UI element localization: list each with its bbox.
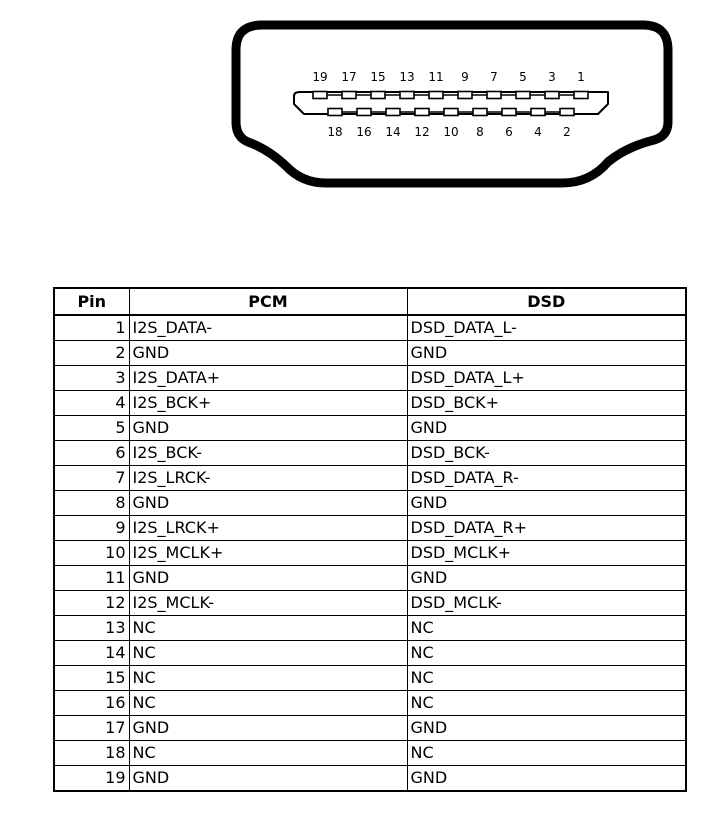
dsd-cell: NC [407, 691, 686, 716]
pin-number-label: 14 [385, 125, 401, 139]
pin-number-label: 19 [312, 70, 328, 84]
dsd-cell: DSD_DATA_L+ [407, 366, 686, 391]
pin-cell: 13 [54, 616, 129, 641]
pin-cell: 11 [54, 566, 129, 591]
pcm-cell: I2S_DATA+ [129, 366, 407, 391]
bottom-pin-contacts [328, 109, 574, 116]
pin-contact [371, 92, 385, 99]
pin-contact [473, 109, 487, 116]
pin-number-label: 5 [519, 70, 527, 84]
pcm-cell: GND [129, 416, 407, 441]
dsd-cell: NC [407, 741, 686, 766]
dsd-cell: GND [407, 341, 686, 366]
table-row [54, 441, 686, 466]
pin-cell: 18 [54, 741, 129, 766]
pin-contact [415, 109, 429, 116]
pin-contact [400, 92, 414, 99]
table-row [54, 341, 686, 366]
header-pcm: PCM [129, 288, 407, 315]
dsd-cell: DSD_DATA_R+ [407, 516, 686, 541]
pin-contact [386, 109, 400, 116]
dsd-cell: DSD_DATA_R- [407, 466, 686, 491]
pin-number-label: 7 [490, 70, 498, 84]
table-row [54, 541, 686, 566]
pin-number-label: 2 [563, 125, 571, 139]
pin-contact [429, 92, 443, 99]
dsd-cell: DSD_BCK- [407, 441, 686, 466]
pin-contact [502, 109, 516, 116]
table-header-row [54, 288, 686, 315]
pcm-cell: NC [129, 666, 407, 691]
pin-number-label: 9 [461, 70, 469, 84]
dsd-cell: NC [407, 641, 686, 666]
pin-cell: 8 [54, 491, 129, 516]
pin-cell: 6 [54, 441, 129, 466]
table-row [54, 391, 686, 416]
dsd-cell: GND [407, 491, 686, 516]
pcm-cell: I2S_MCLK+ [129, 541, 407, 566]
dsd-cell: GND [407, 766, 686, 792]
table-row [54, 691, 686, 716]
pin-number-label: 16 [356, 125, 372, 139]
table-row [54, 616, 686, 641]
pin-number-label: 15 [370, 70, 386, 84]
hdmi-connector-diagram [0, 0, 713, 200]
pin-cell: 7 [54, 466, 129, 491]
header-pin: Pin [54, 288, 129, 315]
header-dsd: DSD [407, 288, 686, 315]
pin-contact [444, 109, 458, 116]
pin-cell: 16 [54, 691, 129, 716]
pin-contact [487, 92, 501, 99]
pcm-cell: I2S_LRCK- [129, 466, 407, 491]
bottom-pin-labels [327, 125, 570, 139]
pcm-cell: GND [129, 566, 407, 591]
pin-number-label: 6 [505, 125, 513, 139]
pcm-cell: I2S_DATA- [129, 315, 407, 341]
pin-cell: 12 [54, 591, 129, 616]
pin-cell: 14 [54, 641, 129, 666]
dsd-cell: GND [407, 716, 686, 741]
pin-contact [574, 92, 588, 99]
table-row [54, 566, 686, 591]
dsd-cell: DSD_MCLK+ [407, 541, 686, 566]
pin-contact [313, 92, 327, 99]
table-row [54, 741, 686, 766]
table-row [54, 491, 686, 516]
pcm-cell: NC [129, 641, 407, 666]
pcm-cell: GND [129, 341, 407, 366]
pin-number-label: 3 [548, 70, 556, 84]
pin-number-label: 11 [428, 70, 444, 84]
table-row [54, 641, 686, 666]
dsd-cell: GND [407, 566, 686, 591]
pin-cell: 4 [54, 391, 129, 416]
pcm-cell: GND [129, 716, 407, 741]
pin-number-label: 17 [341, 70, 357, 84]
pin-contact [545, 92, 559, 99]
pin-cell: 15 [54, 666, 129, 691]
pin-contact [328, 109, 342, 116]
pcm-cell: GND [129, 766, 407, 792]
pin-cell: 17 [54, 716, 129, 741]
pcm-cell: GND [129, 491, 407, 516]
pin-number-label: 18 [327, 125, 343, 139]
table-row [54, 766, 686, 792]
pin-cell: 3 [54, 366, 129, 391]
dsd-cell: DSD_BCK+ [407, 391, 686, 416]
table-row [54, 591, 686, 616]
pcm-cell: I2S_BCK+ [129, 391, 407, 416]
pin-number-label: 1 [577, 70, 585, 84]
table-row [54, 666, 686, 691]
pcm-cell: NC [129, 691, 407, 716]
pinout-table [53, 287, 687, 792]
pin-contact [560, 109, 574, 116]
table-row [54, 315, 686, 341]
pin-contact [458, 92, 472, 99]
dsd-cell: NC [407, 666, 686, 691]
pin-cell: 5 [54, 416, 129, 441]
dsd-cell: NC [407, 616, 686, 641]
pcm-cell: I2S_BCK- [129, 441, 407, 466]
pcm-cell: NC [129, 616, 407, 641]
dsd-cell: DSD_MCLK- [407, 591, 686, 616]
dsd-cell: GND [407, 416, 686, 441]
table-row [54, 466, 686, 491]
pin-number-label: 12 [414, 125, 430, 139]
dsd-cell: DSD_DATA_L- [407, 315, 686, 341]
pin-number-label: 4 [534, 125, 542, 139]
pin-number-label: 8 [476, 125, 484, 139]
pcm-cell: I2S_LRCK+ [129, 516, 407, 541]
table-row [54, 416, 686, 441]
connector-outline [236, 25, 668, 183]
pin-contact [516, 92, 530, 99]
top-pin-labels [312, 70, 584, 84]
pin-contact [531, 109, 545, 116]
table-row [54, 516, 686, 541]
pin-contact [357, 109, 371, 116]
pin-cell: 1 [54, 315, 129, 341]
pin-cell: 2 [54, 341, 129, 366]
pcm-cell: NC [129, 741, 407, 766]
table-row [54, 716, 686, 741]
pin-contact [342, 92, 356, 99]
pin-cell: 10 [54, 541, 129, 566]
pin-cell: 19 [54, 766, 129, 792]
pin-number-label: 10 [443, 125, 459, 139]
table-row [54, 366, 686, 391]
pin-number-label: 13 [399, 70, 415, 84]
pcm-cell: I2S_MCLK- [129, 591, 407, 616]
pin-cell: 9 [54, 516, 129, 541]
